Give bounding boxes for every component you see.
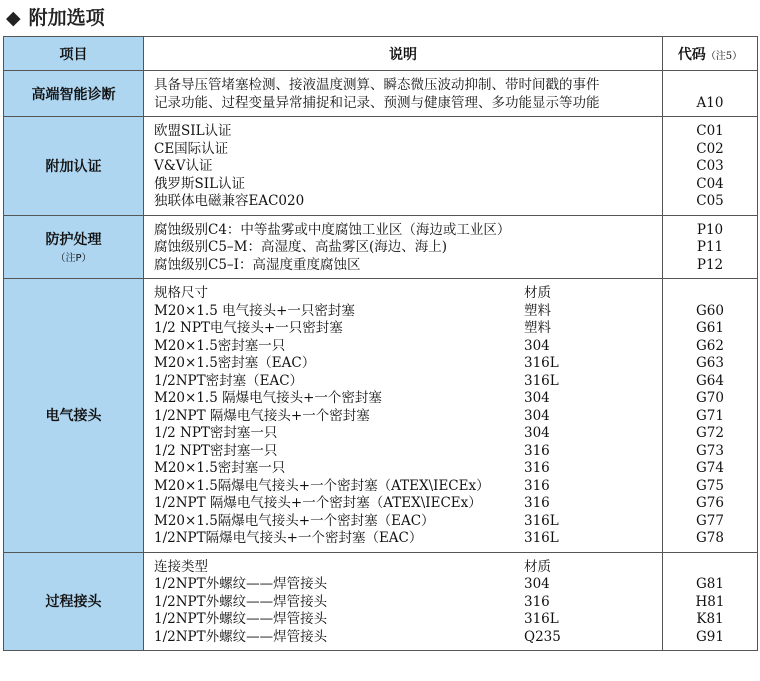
desc-line: [154, 257, 662, 275]
code-text: G72: [696, 425, 724, 441]
material-text: 316: [524, 442, 550, 459]
material-text: 材质: [524, 558, 551, 575]
desc-line: [154, 559, 662, 577]
desc-line: [154, 495, 662, 513]
desc-line: [154, 576, 662, 594]
desc-text: CE国际认证: [154, 140, 229, 157]
desc-line: [154, 355, 662, 373]
code-text: H81: [695, 593, 725, 610]
header-code-label: 代码: [677, 46, 706, 63]
diamond-bullet-icon: ◆: [6, 7, 21, 29]
desc-line: [154, 77, 662, 95]
header-code-note: （注5）: [705, 50, 743, 62]
desc-cell: [144, 71, 663, 117]
material-text: 316: [524, 477, 550, 494]
code-text: G62: [696, 337, 724, 354]
table-header-row: [4, 37, 758, 71]
code-text: C03: [696, 158, 724, 174]
item-label: 防护处理: [45, 232, 102, 249]
desc-text: M20×1.5密封塞一只: [154, 460, 286, 476]
desc-text: M20×1.5隔爆电气接头+一个密封塞（ATEX\IECEx）: [154, 477, 490, 494]
desc-text: M20×1.5密封塞（EAC）: [154, 355, 316, 371]
desc-text: 1/2NPT 隔爆电气接头+一个密封塞（ATEX\IECEx）: [154, 495, 482, 511]
code-text: G60: [696, 302, 724, 319]
table-row: [4, 117, 758, 216]
desc-text: 1/2NPT密封塞（EAC）: [154, 372, 304, 389]
item-label: 高端智能诊断: [31, 86, 116, 103]
code-text: P10: [696, 221, 724, 238]
desc-line: [154, 320, 662, 338]
desc-line: [154, 95, 662, 113]
code-text: C05: [696, 193, 724, 209]
desc-text: 具备导压管堵塞检测、接液温度测算、瞬态微压波动抑制、带时间戳的事件: [154, 77, 600, 93]
desc-text: 欧盟SIL认证: [154, 123, 232, 139]
material-text: 304: [524, 425, 550, 441]
desc-line: [154, 176, 662, 194]
desc-text: 1/2NPT外螺纹——焊管接头: [154, 576, 328, 592]
table-row: [4, 71, 758, 117]
code-text: [663, 77, 757, 95]
material-text: 塑料: [524, 302, 551, 319]
code-text: G63: [696, 355, 724, 371]
code-text: G73: [696, 442, 724, 459]
desc-text: M20×1.5密封塞一只: [154, 337, 286, 354]
material-text: 304: [524, 390, 550, 406]
desc-cell: [144, 279, 663, 553]
desc-line: [154, 478, 662, 496]
desc-text: 俄罗斯SIL认证: [154, 175, 246, 192]
material-text: 304: [524, 337, 550, 354]
desc-line: [154, 338, 662, 356]
desc-line: [154, 222, 662, 240]
material-text: 316L: [524, 355, 559, 371]
item-note: （注P）: [55, 253, 92, 265]
desc-text: 1/2NPT外螺纹——焊管接头: [154, 593, 328, 610]
desc-text: 规格尺寸: [154, 285, 208, 301]
desc-line: [154, 193, 662, 211]
desc-line: [154, 408, 662, 426]
header-code: [663, 37, 758, 71]
desc-line: [154, 285, 662, 303]
code-text: P11: [696, 239, 724, 255]
table-row: [4, 279, 758, 553]
item-cell: [4, 117, 144, 216]
desc-line: [154, 239, 662, 257]
code-text: G61: [696, 320, 724, 336]
desc-cell: [144, 552, 663, 651]
code-text: K81: [696, 611, 724, 627]
header-desc: 说明: [144, 37, 663, 71]
code-text: G64: [696, 372, 724, 389]
material-text: 316L: [524, 530, 559, 546]
options-table: [3, 36, 758, 651]
section-title: [6, 3, 105, 30]
code-text: G75: [696, 477, 724, 494]
code-cell: [663, 279, 758, 553]
desc-text: 腐蚀级别C4：中等盐雾或中度腐蚀工业区（海边或工业区）: [154, 221, 511, 238]
desc-text: 记录功能、过程变量异常捕捉和记录、预测与健康管理、多功能显示等功能: [154, 94, 600, 111]
code-text: A10: [696, 94, 724, 111]
code-text: [663, 285, 757, 303]
code-text: G77: [696, 512, 724, 529]
desc-text: 腐蚀级别C5–M：高湿度、高盐雾区(海边、海上): [154, 239, 448, 255]
material-text: 316L: [524, 512, 559, 529]
desc-line: [154, 123, 662, 141]
table-row: [4, 215, 758, 279]
code-text: G78: [696, 530, 724, 546]
material-text: 316L: [524, 372, 559, 389]
material-text: 316L: [524, 611, 559, 627]
desc-line: [154, 629, 662, 647]
code-text: G74: [696, 460, 724, 476]
code-text: G91: [696, 628, 724, 645]
desc-text: 连接类型: [154, 558, 208, 575]
code-text: G71: [696, 407, 724, 424]
material-text: 316: [524, 460, 550, 476]
desc-text: 独联体电磁兼容EAC020: [154, 193, 305, 209]
item-cell: [4, 71, 144, 117]
desc-line: [154, 390, 662, 408]
code-text: G70: [696, 390, 724, 406]
header-item: 项目: [4, 37, 144, 71]
material-text: 304: [524, 576, 550, 592]
desc-line: [154, 443, 662, 461]
code-text: G81: [696, 576, 724, 592]
code-cell: [663, 552, 758, 651]
desc-text: M20×1.5 隔爆电气接头+一个密封塞: [154, 390, 382, 406]
desc-cell: [144, 215, 663, 279]
material-text: 塑料: [524, 320, 551, 336]
desc-text: 1/2NPT外螺纹——焊管接头: [154, 628, 328, 645]
item-cell: [4, 279, 144, 553]
desc-line: [154, 303, 662, 321]
code-cell: [663, 71, 758, 117]
desc-text: 1/2NPT外螺纹——焊管接头: [154, 611, 328, 627]
item-label: 电气接头: [45, 408, 102, 425]
desc-text: 1/2 NPT密封塞一只: [154, 425, 278, 441]
desc-text: 1/2NPT 隔爆电气接头+一个密封塞: [154, 407, 370, 424]
desc-line: [154, 425, 662, 443]
desc-text: 1/2 NPT密封塞一只: [154, 442, 278, 459]
code-cell: [663, 215, 758, 279]
code-text: C04: [696, 175, 724, 192]
desc-line: [154, 611, 662, 629]
item-label: 附加认证: [45, 158, 102, 175]
item-label: 过程接头: [45, 594, 102, 611]
material-text: 304: [524, 407, 550, 424]
desc-line: [154, 373, 662, 391]
code-cell: [663, 117, 758, 216]
code-text: C02: [696, 140, 724, 157]
desc-line: [154, 594, 662, 612]
material-text: 316: [524, 593, 550, 610]
material-text: Q235: [524, 628, 561, 645]
item-cell: [4, 215, 144, 279]
desc-text: 腐蚀级别C5–I：高湿度重度腐蚀区: [154, 256, 361, 273]
desc-line: [154, 530, 662, 548]
desc-text: M20×1.5隔爆电气接头+一个密封塞（EAC）: [154, 512, 435, 529]
desc-line: [154, 158, 662, 176]
material-text: 316: [524, 495, 550, 511]
desc-text: M20×1.5 电气接头+一只密封塞: [154, 302, 355, 319]
desc-line: [154, 513, 662, 531]
desc-cell: [144, 117, 663, 216]
item-cell: [4, 552, 144, 651]
table-row: [4, 552, 758, 651]
desc-line: [154, 141, 662, 159]
desc-text: V&V认证: [154, 158, 213, 174]
desc-line: [154, 460, 662, 478]
desc-text: 1/2 NPT电气接头+一只密封塞: [154, 320, 343, 336]
desc-text: 1/2NPT隔爆电气接头+一个密封塞（EAC）: [154, 530, 423, 546]
code-text: P12: [696, 256, 724, 273]
section-title-text: 附加选项: [28, 7, 105, 29]
material-text: 材质: [524, 285, 551, 301]
code-text: [663, 559, 757, 577]
code-text: G76: [696, 495, 724, 511]
code-text: C01: [696, 123, 724, 139]
